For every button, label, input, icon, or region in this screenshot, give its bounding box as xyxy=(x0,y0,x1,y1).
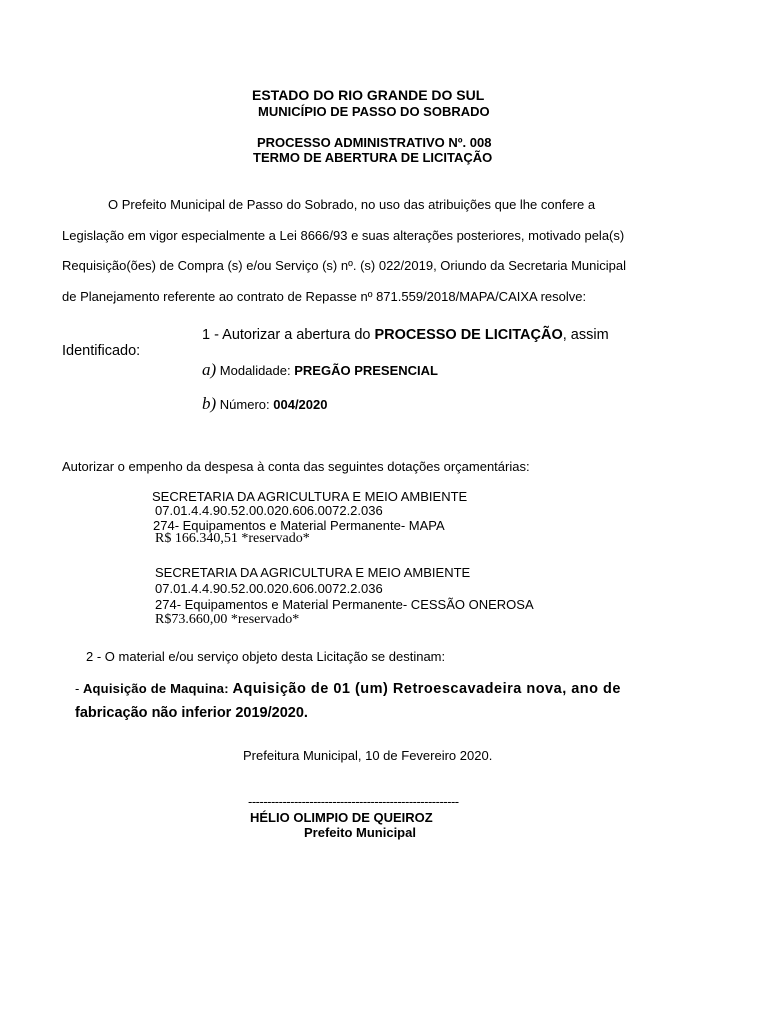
acquisition-line-1 xyxy=(75,680,621,698)
process-heading: PROCESSO ADMINISTRATIVO Nº. 008 xyxy=(257,135,492,150)
identified-label: Identificado: xyxy=(62,343,141,359)
number-marker: b) xyxy=(202,394,217,413)
term-heading: TERMO DE ABERTURA DE LICITAÇÃO xyxy=(253,150,493,165)
item-1-suffix: , assim xyxy=(562,327,609,343)
allocation-2-secretariat: SECRETARIA DA AGRICULTURA E MEIO AMBIENTE xyxy=(155,565,471,580)
allocation-2-code: 07.01.4.4.90.52.00.020.606.0072.2.036 xyxy=(155,581,383,596)
acquisition-label: Aquisição de Maquina: xyxy=(82,681,233,696)
place-date: Prefeitura Municipal, 10 de Fevereiro 2020. xyxy=(243,748,493,763)
state-heading: ESTADO DO RIO GRANDE DO SUL xyxy=(252,87,485,103)
municipality-heading: MUNICÍPIO DE PASSO DO SOBRADO xyxy=(258,104,490,119)
number-label: Número: xyxy=(216,397,274,412)
acquisition-line-2: fabricação não inferior 2019/2020. xyxy=(75,705,308,721)
modality-marker: a) xyxy=(202,360,217,379)
signatory-name: HÉLIO OLIMPIO DE QUEIROZ xyxy=(250,810,433,825)
allocation-1-code: 07.01.4.4.90.52.00.020.606.0072.2.036 xyxy=(155,503,383,518)
signature-line: ------------------------------------------------------- xyxy=(248,794,459,809)
acquisition-description: Aquisição de 01 (um) Retroescavadeira nova, ano de xyxy=(232,681,621,697)
allocation-1-secretariat: SECRETARIA DA AGRICULTURA E MEIO AMBIENTE xyxy=(152,489,468,504)
modality-line xyxy=(202,360,438,380)
intro-line-1: O Prefeito Municipal de Passo do Sobrado, no uso das atribuições que lhe confere a xyxy=(108,197,596,212)
allocation-1-amount: R$ 166.340,51 *reservado* xyxy=(155,531,310,546)
item-1-prefix: 1 - Autorizar a abertura do xyxy=(202,327,375,343)
allocation-2-item: 274- Equipamentos e Material Permanente- CESSÃO ONEROSA xyxy=(155,597,534,612)
number-line xyxy=(202,394,327,414)
acquisition-dash: - xyxy=(75,681,83,696)
item-2-text: 2 - O material e/ou serviço objeto desta Licitação se destinam: xyxy=(86,649,446,664)
modality-value: PREGÃO PRESENCIAL xyxy=(294,363,438,378)
allocation-2-amount: R$73.660,00 *reservado* xyxy=(155,612,300,627)
intro-line-2: Legislação em vigor especialmente a Lei 8666/93 e suas alterações posteriores, motivado pela(s) xyxy=(62,228,625,243)
item-1-text xyxy=(202,327,609,343)
authorize-text: Autorizar o empenho da despesa à conta das seguintes dotações orçamentárias: xyxy=(62,459,530,474)
item-1-bold: PROCESSO DE LICITAÇÃO xyxy=(374,327,563,343)
allocation-1-item: 274- Equipamentos e Material Permanente- MAPA xyxy=(153,518,445,533)
number-value: 004/2020 xyxy=(273,397,328,412)
modality-label: Modalidade: xyxy=(216,363,295,378)
intro-line-4: de Planejamento referente ao contrato de Repasse nº 871.559/2018/MAPA/CAIXA resolve: xyxy=(62,289,587,304)
signatory-title: Prefeito Municipal xyxy=(304,825,416,840)
intro-line-3: Requisição(ões) de Compra (s) e/ou Serviço (s) nº. (s) 022/2019, Oriundo da Secretaria Municipal xyxy=(62,258,627,273)
